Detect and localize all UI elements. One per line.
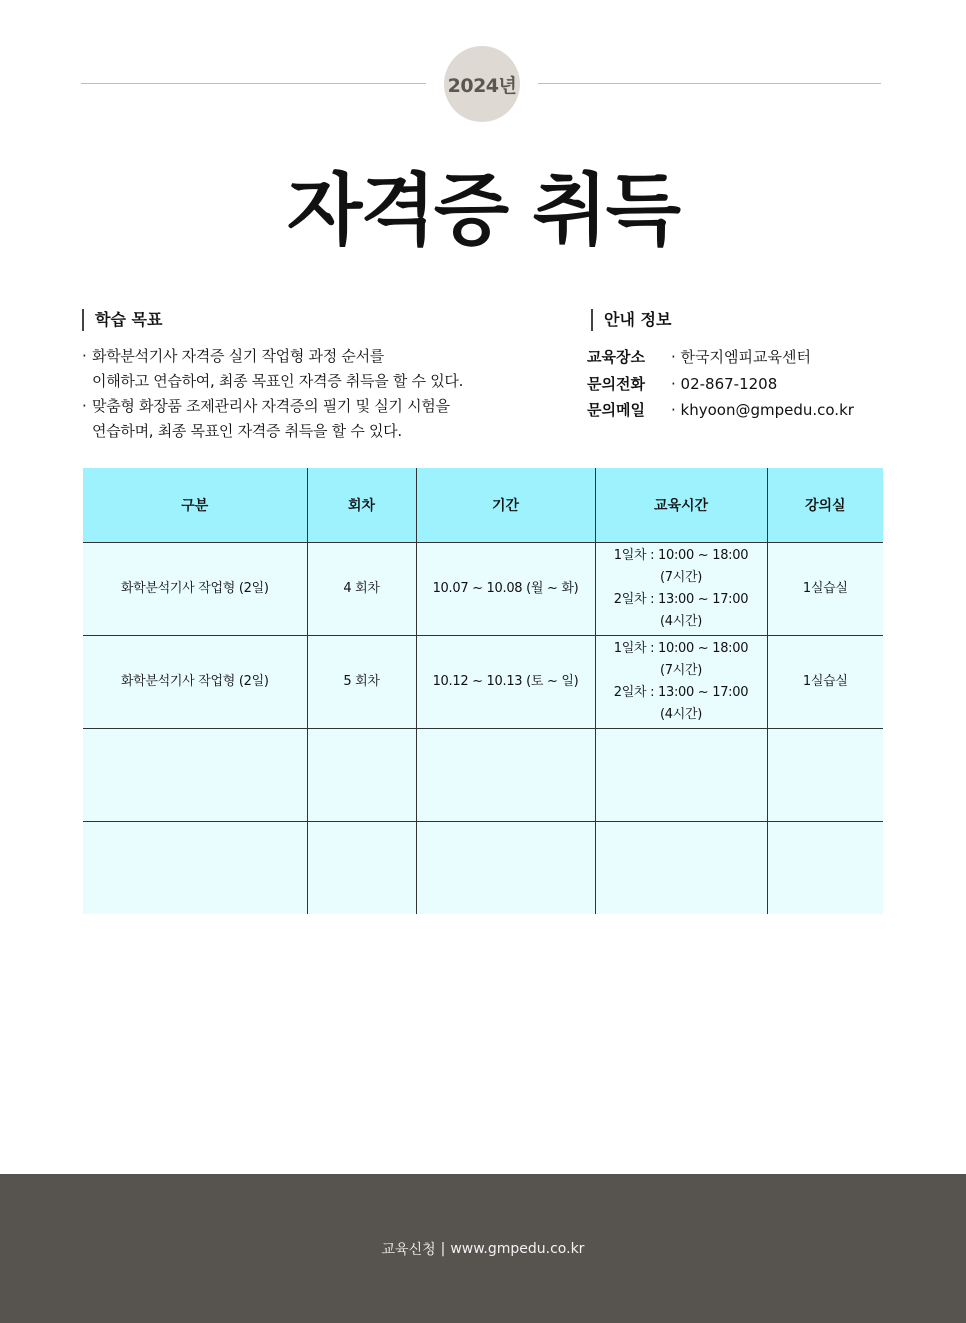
goal-item bbox=[82, 344, 562, 394]
info-heading: 안내 정보 bbox=[591, 309, 671, 331]
footer-separator: | bbox=[440, 1240, 446, 1257]
header-session: 회차 bbox=[307, 468, 416, 543]
bullet-dot: · bbox=[82, 397, 87, 415]
table-row bbox=[83, 543, 883, 636]
cell-empty bbox=[416, 729, 595, 822]
schedule-table bbox=[83, 468, 883, 914]
goals-list bbox=[82, 344, 562, 444]
header-rule-left bbox=[81, 83, 426, 84]
cell-period: 10.07 ~ 10.08 (월 ~ 화) bbox=[416, 543, 595, 636]
cell-time bbox=[595, 543, 767, 636]
info-label: 교육장소 bbox=[587, 348, 645, 366]
cell-room: 1실습실 bbox=[767, 543, 883, 636]
time-line: 2일차 : 13:00 ~ 17:00 bbox=[613, 685, 749, 700]
time-line: (7시간) bbox=[659, 663, 703, 678]
goals-heading: 학습 목표 bbox=[82, 309, 162, 331]
cell-period: 10.12 ~ 10.13 (토 ~ 일) bbox=[416, 636, 595, 729]
header-category: 구분 bbox=[83, 468, 307, 543]
time-line: (7시간) bbox=[659, 570, 703, 585]
info-row-email bbox=[587, 397, 854, 424]
cell-empty bbox=[767, 822, 883, 915]
cell-course: 화학분석기사 작업형 (2일) bbox=[83, 543, 307, 636]
header-period: 기간 bbox=[416, 468, 595, 543]
cell-empty bbox=[595, 729, 767, 822]
table-row bbox=[83, 636, 883, 729]
info-list bbox=[587, 344, 854, 424]
time-line: 2일차 : 13:00 ~ 17:00 bbox=[613, 592, 749, 607]
time-line: 1일차 : 10:00 ~ 18:00 bbox=[613, 548, 749, 563]
cell-empty bbox=[307, 822, 416, 915]
page-title: 자격증 취득 bbox=[287, 166, 679, 256]
cell-empty bbox=[307, 729, 416, 822]
table-row-empty bbox=[83, 729, 883, 822]
goal-line: 화학분석기사 자격증 실기 작업형 과정 순서를 bbox=[92, 347, 384, 365]
year-badge: 2024년 bbox=[444, 46, 520, 122]
info-label: 문의전화 bbox=[587, 374, 645, 393]
info-value: · 한국지엠피교육센터 bbox=[671, 348, 811, 366]
table-row-empty bbox=[83, 822, 883, 915]
cell-session: 4 회차 bbox=[307, 543, 416, 636]
cell-course: 화학분석기사 작업형 (2일) bbox=[83, 636, 307, 729]
footer-url-link[interactable]: www.gmpedu.co.kr bbox=[450, 1240, 585, 1257]
table-header-row bbox=[83, 468, 883, 543]
goal-line: 맞춤형 화장품 조제관리사 자격증의 필기 및 실기 시험을 bbox=[92, 397, 450, 415]
cell-empty bbox=[767, 729, 883, 822]
goal-line: 연습하며, 최종 목표인 자격증 취득을 할 수 있다. bbox=[92, 422, 402, 440]
time-line: (4시간) bbox=[659, 614, 703, 629]
cell-empty bbox=[595, 822, 767, 915]
cell-room: 1실습실 bbox=[767, 636, 883, 729]
cell-empty bbox=[83, 822, 307, 915]
info-row-location bbox=[587, 344, 854, 371]
time-line: (4시간) bbox=[659, 707, 703, 722]
info-value: · 02-867-1208 bbox=[671, 374, 778, 393]
bullet-dot: · bbox=[82, 347, 87, 365]
info-row-phone bbox=[587, 371, 854, 398]
time-line: 1일차 : 10:00 ~ 18:00 bbox=[613, 641, 749, 656]
goal-item bbox=[82, 394, 562, 444]
cell-session: 5 회차 bbox=[307, 636, 416, 729]
cell-empty bbox=[83, 729, 307, 822]
goal-line: 이해하고 연습하여, 최종 목표인 자격증 취득을 할 수 있다. bbox=[92, 372, 464, 390]
header-rule-right bbox=[538, 83, 881, 84]
header-time: 교육시간 bbox=[595, 468, 767, 543]
info-value: · khyoon@gmpedu.co.kr bbox=[671, 401, 854, 419]
info-label: 문의메일 bbox=[587, 401, 645, 419]
cell-empty bbox=[416, 822, 595, 915]
footer-label: 교육신청 bbox=[381, 1241, 436, 1258]
header-room: 강의실 bbox=[767, 468, 883, 543]
cell-time bbox=[595, 636, 767, 729]
footer bbox=[0, 1174, 966, 1323]
